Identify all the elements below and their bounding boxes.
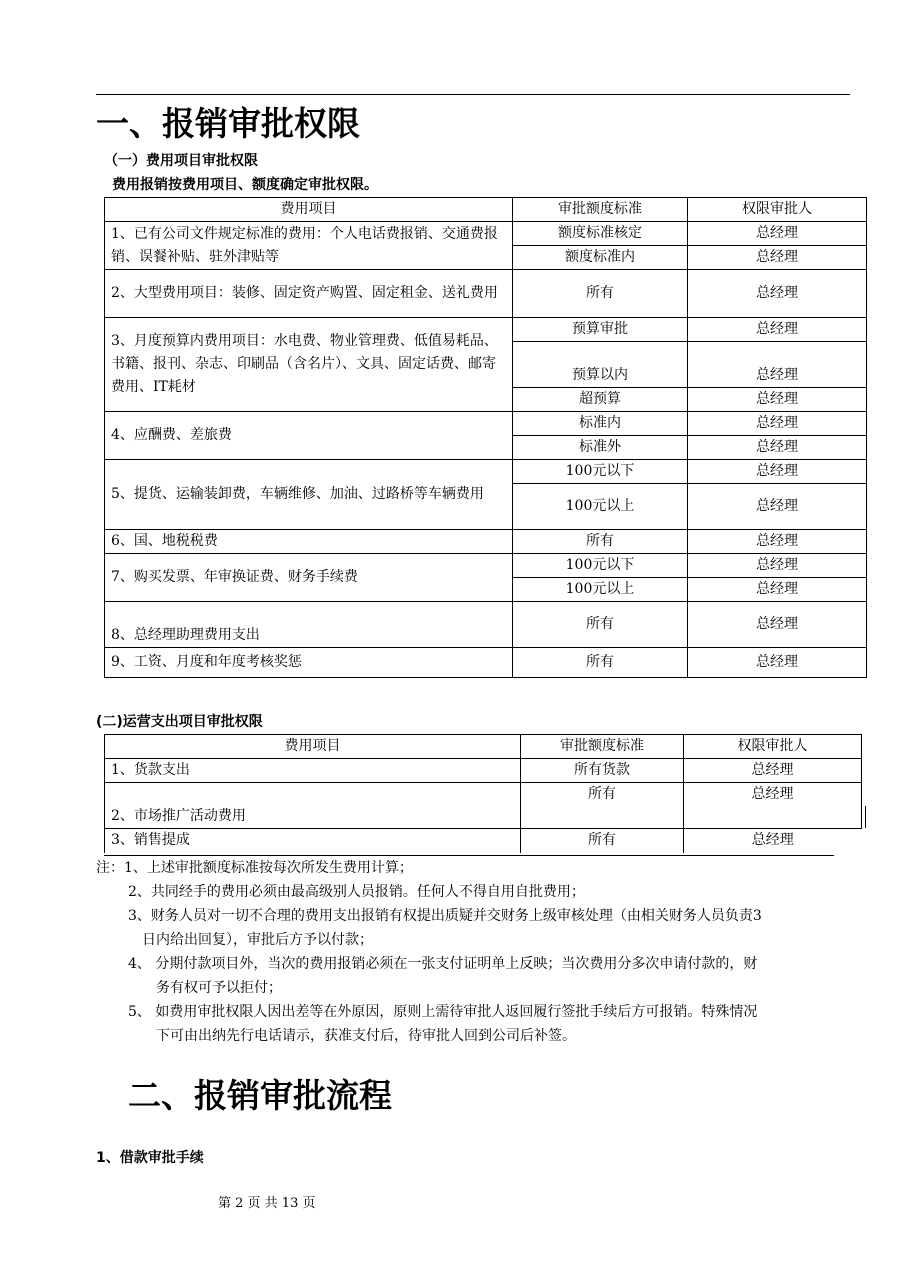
notes-block bbox=[96, 856, 856, 1048]
table-row bbox=[105, 530, 867, 554]
header-item: 费用项目 bbox=[105, 198, 513, 222]
table-header-row bbox=[105, 735, 862, 759]
approver: 总经理 bbox=[688, 648, 867, 678]
note-line: 5、 如费用审批权限人因出差等在外原因，原则上需待审批人返回履行签批手续后方可报销。特殊情况 bbox=[128, 1004, 758, 1020]
expense-item: 5、提货、运输装卸费，车辆维修、加油、过路桥等车辆费用 bbox=[105, 460, 513, 530]
approver: 总经理 bbox=[684, 759, 862, 783]
note-line: 3、财务人员对一切不合理的费用支出报销有权提出质疑并交财务上级审核处理（由相关财务人员负责3 bbox=[128, 908, 762, 924]
table-row bbox=[105, 648, 867, 678]
expense-item: 2、大型费用项目：装修、固定资产购置、固定租金、送礼费用 bbox=[105, 270, 513, 318]
approver: 总经理 bbox=[688, 554, 867, 578]
approver: 总经理 bbox=[688, 436, 867, 460]
operating-expense-table bbox=[104, 734, 862, 853]
approver: 总经理 bbox=[688, 270, 867, 318]
note-line: 4、 分期付款项目外，当次的费用报销必须在一张支付证明单上反映；当次费用分多次申请付款的，财 bbox=[128, 956, 758, 972]
subsection2-title: (二)运营支出项目审批权限 bbox=[96, 714, 263, 730]
table-header-row bbox=[105, 198, 867, 222]
table-row bbox=[105, 318, 867, 342]
approver: 总经理 bbox=[688, 578, 867, 602]
table-row bbox=[105, 829, 862, 853]
note-line: 2、共同经手的费用必须由最高级别人员报销。任何人不得自用自批费用； bbox=[128, 884, 585, 900]
expense-item: 1、已有公司文件规定标准的费用：个人电话费报销、交通费报销、误餐补贴、驻外津贴等 bbox=[105, 222, 513, 270]
expense-item: 3、月度预算内费用项目：水电费、物业管理费、低值易耗品、书籍、报刊、杂志、印刷品（含名片）、文具、固定话费、邮寄费用、IT耗材 bbox=[105, 318, 513, 412]
table-row bbox=[105, 460, 867, 484]
header-item: 费用项目 bbox=[105, 735, 521, 759]
approval-standard: 额度标准核定 bbox=[513, 222, 688, 246]
approver: 总经理 bbox=[684, 783, 862, 829]
approval-standard: 100元以下 bbox=[513, 554, 688, 578]
header-approver: 权限审批人 bbox=[688, 198, 867, 222]
approver: 总经理 bbox=[688, 412, 867, 436]
expense-item: 1、货款支出 bbox=[105, 759, 521, 783]
expense-approval-table bbox=[104, 197, 867, 678]
approval-standard: 超预算 bbox=[513, 388, 688, 412]
approval-standard: 所有 bbox=[513, 530, 688, 554]
page-footer: 第 2 页 共 13 页 bbox=[218, 1196, 316, 1211]
approval-standard: 100元以下 bbox=[513, 460, 688, 484]
header-standard: 审批额度标准 bbox=[521, 735, 684, 759]
expense-item: 3、销售提成 bbox=[105, 829, 521, 853]
table-row bbox=[105, 412, 867, 436]
note-line: 务有权可予以拒付； bbox=[156, 980, 282, 996]
approval-standard: 所有货款 bbox=[521, 759, 684, 783]
section1-title: 一、报销审批权限 bbox=[96, 104, 360, 143]
table-row bbox=[105, 270, 867, 318]
note-line: 日内给出回复），审批后方予以付款； bbox=[142, 932, 373, 948]
subsection1-intro: 费用报销按费用项目、额度确定审批权限。 bbox=[112, 177, 378, 193]
approver: 总经理 bbox=[684, 829, 862, 853]
expense-item: 4、应酬费、差旅费 bbox=[105, 412, 513, 460]
approval-standard: 所有 bbox=[521, 829, 684, 853]
table-row bbox=[105, 222, 867, 246]
approval-standard: 所有 bbox=[513, 602, 688, 648]
table-row bbox=[105, 602, 867, 648]
section2-sub1: 1、借款审批手续 bbox=[96, 1150, 204, 1166]
expense-item: 7、购买发票、年审换证费、财务手续费 bbox=[105, 554, 513, 602]
approval-standard: 标准内 bbox=[513, 412, 688, 436]
approver: 总经理 bbox=[688, 222, 867, 246]
approval-standard: 额度标准内 bbox=[513, 246, 688, 270]
expense-item: 8、总经理助理费用支出 bbox=[105, 602, 513, 648]
section2-title: 二、报销审批流程 bbox=[128, 1076, 392, 1115]
table-edge-mark bbox=[865, 806, 866, 828]
approval-standard: 100元以上 bbox=[513, 578, 688, 602]
approval-standard: 所有 bbox=[521, 783, 684, 829]
expense-item: 6、国、地税税费 bbox=[105, 530, 513, 554]
expense-item: 9、工资、月度和年度考核奖惩 bbox=[105, 648, 513, 678]
approval-standard: 预算审批 bbox=[513, 318, 688, 342]
note-line: 下可由出纳先行电话请示，获准支付后，待审批人回到公司后补签。 bbox=[156, 1028, 576, 1044]
approval-standard: 所有 bbox=[513, 270, 688, 318]
approval-standard: 所有 bbox=[513, 648, 688, 678]
approver: 总经理 bbox=[688, 530, 867, 554]
table-row bbox=[105, 759, 862, 783]
table-row bbox=[105, 783, 862, 829]
approver: 总经理 bbox=[688, 342, 867, 388]
approval-standard: 标准外 bbox=[513, 436, 688, 460]
header-approver: 权限审批人 bbox=[684, 735, 862, 759]
header-rule bbox=[96, 94, 850, 95]
approver: 总经理 bbox=[688, 602, 867, 648]
approver: 总经理 bbox=[688, 460, 867, 484]
note-line: 注：1、上述审批额度标准按每次所发生费用计算； bbox=[96, 860, 413, 876]
approver: 总经理 bbox=[688, 246, 867, 270]
header-standard: 审批额度标准 bbox=[513, 198, 688, 222]
expense-item: 2、市场推广活动费用 bbox=[105, 783, 521, 829]
approval-standard: 100元以上 bbox=[513, 484, 688, 530]
table-row bbox=[105, 554, 867, 578]
approver: 总经理 bbox=[688, 484, 867, 530]
approver: 总经理 bbox=[688, 318, 867, 342]
approval-standard: 预算以内 bbox=[513, 342, 688, 388]
subsection1-title: （一）费用项目审批权限 bbox=[104, 153, 258, 169]
approver: 总经理 bbox=[688, 388, 867, 412]
